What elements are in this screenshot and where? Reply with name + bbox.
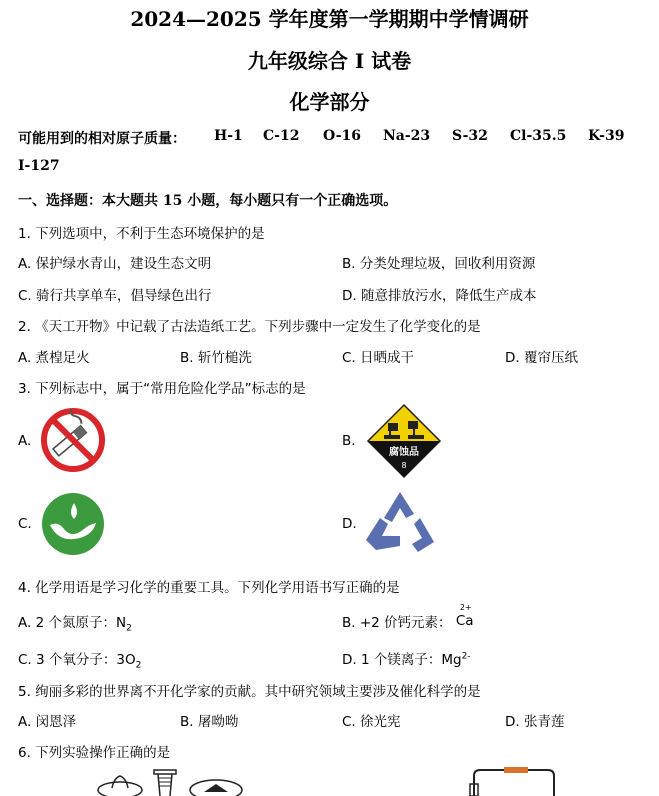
q4-option-d (342, 648, 471, 668)
water-saving-sign-icon (40, 491, 106, 557)
q2-option-d: D. 覆帘压纸 (505, 350, 578, 366)
recycle-sign-icon (364, 490, 436, 556)
q4-d-sup: 2- (461, 651, 471, 662)
mass-item: S-32 (452, 128, 488, 144)
q5-option-b: B. 屠呦呦 (180, 714, 239, 730)
exam-title: 2024—2025 学年度第一学期期中学情调研 (130, 7, 529, 31)
q5-option-c: C. 徐光宪 (342, 714, 401, 730)
no-smoking-sign-icon (40, 407, 106, 473)
q4-c-sub: 2 (135, 660, 142, 671)
q4-b-sup: 2+ (459, 603, 472, 612)
q3-option-c: C. (18, 516, 32, 532)
q2-option-b: B. 斩竹槌洗 (180, 350, 252, 366)
lab-apparatus-heating-icon (464, 764, 564, 796)
q5-option-d: D. 张青莲 (505, 714, 565, 730)
lab-apparatus-weighing-icon (96, 766, 246, 796)
q5-option-a: A. 闵恩泽 (18, 714, 77, 730)
q1-option-b: B. 分类处理垃圾，回收利用资源 (342, 256, 536, 272)
q6-stem: 6. 下列实验操作正确的是 (18, 745, 171, 761)
masses-label: 可能用到的相对原子质量： (18, 131, 186, 147)
q1-option-a: A. 保护绿水青山，建设生态文明 (18, 256, 212, 272)
subject-title: 化学部分 (289, 90, 370, 114)
mass-item: K-39 (588, 128, 625, 144)
q4-a-text: A. 2 个氮原子：N (18, 615, 127, 631)
q3-option-a: A. (18, 433, 32, 449)
corrosive-label: 腐蚀品 (389, 447, 419, 458)
exam-subtitle: 九年级综合 I 试卷 (247, 49, 412, 73)
q4-stem: 4. 化学用语是学习化学的重要工具。下列化学用语书写正确的是 (18, 580, 400, 596)
q4-c-text: C. 3 个氧分子：3O (18, 652, 136, 668)
q3-option-d: D. (342, 516, 357, 532)
q5-stem: 5. 绚丽多彩的世界离不开化学家的贡献。其中研究领域主要涉及催化科学的是 (18, 684, 481, 700)
q4-b-element: Ca (455, 613, 474, 629)
corrosive-class: 8 (401, 461, 407, 470)
q1-option-c: C. 骑行共享单车，倡导绿色出行 (18, 288, 212, 304)
atomic-masses (18, 128, 638, 148)
q4-option-a (18, 611, 132, 634)
mass-item-extra: I-127 (18, 158, 60, 174)
q3-option-b: B. (342, 433, 356, 449)
q4-option-b (342, 603, 476, 631)
mass-item: Cl-35.5 (510, 128, 567, 144)
q1-option-d: D. 随意排放污水，降低生产成本 (342, 288, 537, 304)
mass-item: O-16 (323, 128, 362, 144)
q4-a-sub: 2 (126, 623, 132, 634)
mass-item: C-12 (263, 128, 300, 144)
section-heading: 一、选择题：本大题共 15 小题，每小题只有一个正确选项。 (18, 193, 398, 209)
q1-stem: 1. 下列选项中，不利于生态环境保护的是 (18, 226, 265, 242)
corrosive-hazard-sign-icon (366, 403, 442, 479)
q4-option-c (18, 648, 141, 671)
q3-stem: 3. 下列标志中，属于“常用危险化学品”标志的是 (18, 381, 306, 397)
q2-option-a: A. 煮楻足火 (18, 350, 90, 366)
q2-option-c: C. 日晒成干 (342, 350, 415, 366)
mass-item: Na-23 (383, 128, 431, 144)
q4-b-text: B. +2 价钙元素： (342, 615, 452, 631)
q4-b-formula (455, 603, 476, 629)
q2-stem: 2. 《天工开物》中记载了古法造纸工艺。下列步骤中一定发生了化学变化的是 (18, 319, 481, 335)
q4-d-text: D. 1 个镁离子：Mg (342, 652, 462, 668)
mass-item: H-1 (214, 128, 243, 144)
